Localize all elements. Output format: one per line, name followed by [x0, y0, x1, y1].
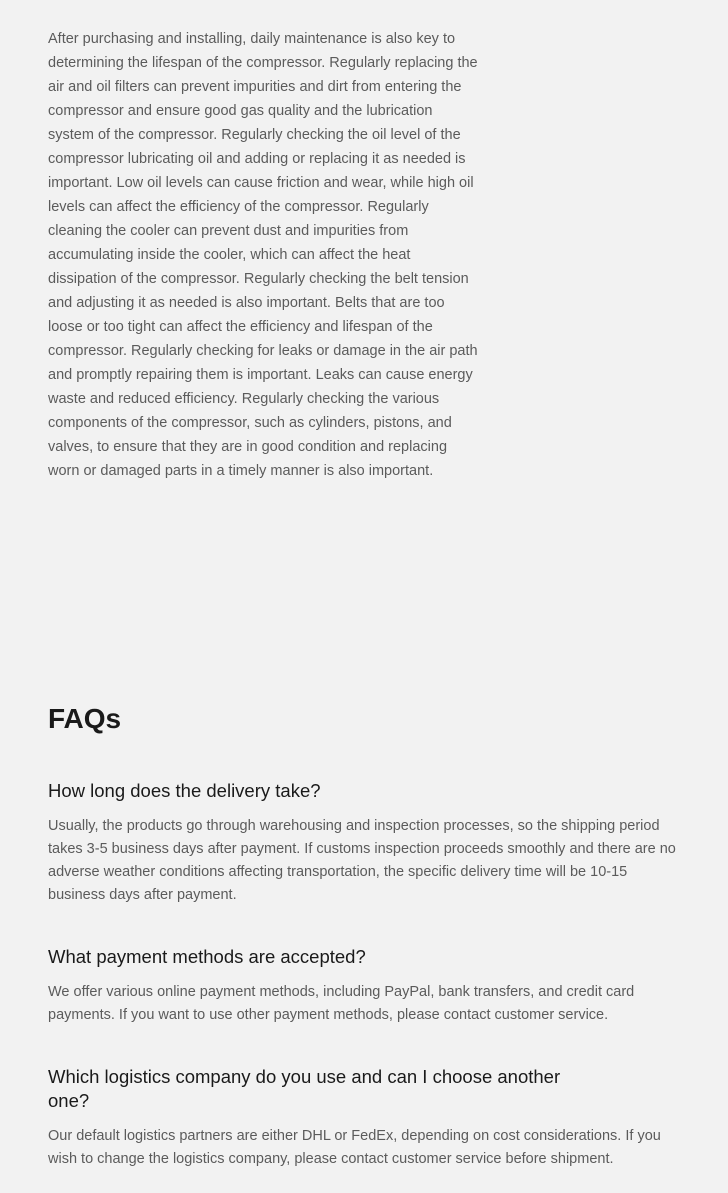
faq-answer-payment: We offer various online payment methods, including PayPal, bank transfers, and credit card payments. If you want to use other payment methods, please contact customer service. — [48, 984, 635, 1023]
maintenance-paragraph: After purchasing and installing, daily maintenance is also key to determining the lifespan of the compressor. Regularly replacing the air and oil filters can prevent impurities and dirt from entering the compressor and ensure good gas quality and the lubrication system of the compressor. Regularly checking the oil level of the compressor lubricating oil and adding or replacing it as needed is important. Low oil levels can cause friction and wear, while high oil levels can affect the efficiency of the compressor. Regularly cleaning the cooler can prevent dust and impurities from accumulating inside the cooler, which can affect the heat dissipation of the compressor. Regularly checking the belt tension and adjusting it as needed is also important. Belts that are too loose or too tight can affect the efficiency and lifespan of the compressor. Regularly checking for leaks or damage in the air path and promptly repairing them is important. Leaks can cause energy waste and reduced efficiency. Regularly checking the various components of the compressor, such as cylinders, pistons, and valves, to ensure that they are in good condition and replacing worn or damaged parts in a timely manner is also important. — [48, 31, 478, 479]
faq-item — [48, 1065, 680, 1171]
faq-item — [48, 779, 680, 907]
faq-question-payment: What payment methods are accepted? — [48, 946, 366, 967]
faq-section-title: FAQs — [48, 703, 122, 734]
faq-answer-delivery: Usually, the products go through warehousing and inspection processes, so the shipping period takes 3-5 business days after payment. If customs inspection proceeds smoothly and there are no adverse weather conditions affecting transportation, the specific delivery time will be 10-15 business days after payment. — [48, 818, 676, 903]
faq-section — [48, 703, 680, 1171]
faq-item — [48, 945, 680, 1027]
faq-answer-logistics: Our default logistics partners are either DHL or FedEx, depending on cost considerations. If you wish to change the logistics company, please contact customer service before shipment. — [48, 1128, 661, 1167]
faq-question-delivery: How long does the delivery take? — [48, 780, 321, 801]
faq-question-logistics: Which logistics company do you use and can I choose another one? — [48, 1066, 561, 1111]
